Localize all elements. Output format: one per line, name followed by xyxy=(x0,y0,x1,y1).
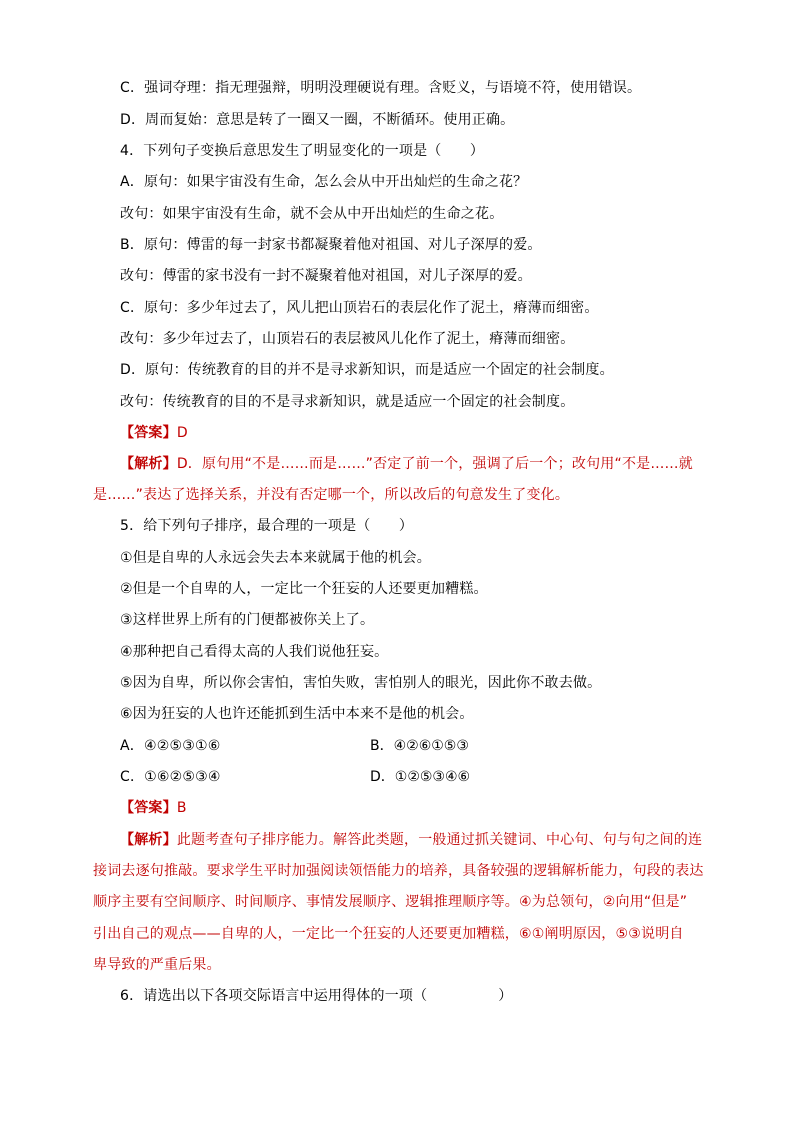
q5-option-d: D．①②⑤③④⑥ xyxy=(370,769,471,785)
q4-analysis-line-1 xyxy=(120,454,693,474)
answer-value: B xyxy=(176,800,187,816)
analysis-text: 此题考查句子排序能力。解答此类题，一般通过抓关键词、中心句、句与句之间的连 xyxy=(176,832,703,848)
analysis-label: 【解析】 xyxy=(120,832,177,848)
analysis-label: 【解析】 xyxy=(120,456,177,472)
prev-option-c: C．强词夺理：指无理强辩，明明没理硬说有理。含贬义，与语境不符，使用错误。 xyxy=(120,80,642,96)
q5-sentence-1: ①但是自卑的人永远会失去本来就属于他的机会。 xyxy=(120,550,431,566)
q5-sentence-4: ④那种把自己看得太高的人我们说他狂妄。 xyxy=(120,644,389,660)
prev-option-d: D．周而复始：意思是转了一圈又一圈，不断循环。使用正确。 xyxy=(120,112,515,128)
q5-analysis-line-3: 顺序主要有空间顺序、时间顺序、事情发展顺序、逻辑推理顺序等。④为总领句，②向用“但是” xyxy=(93,894,688,910)
q4-c-revised: 改句：多少年过去了，山顶岩石的表层被风儿化作了泥土，瘠薄而细密。 xyxy=(120,331,575,347)
q5-analysis-line-1 xyxy=(120,830,702,850)
q5-analysis-line-4: 引出自己的观点——自卑的人，一定比一个狂妄的人还要更加糟糕，⑥①阐明原因，⑤③说明自 xyxy=(93,926,684,942)
q4-answer xyxy=(120,423,188,443)
q5-option-c: C．①⑥②⑤③④ xyxy=(120,769,221,785)
q5-analysis-line-5: 卑导致的严重后果。 xyxy=(93,957,221,973)
q5-analysis-line-2: 接词去逐句推敲。要求学生平时加强阅读领悟能力的培养，具备较强的逻辑解析能力，句段的表达 xyxy=(93,863,704,879)
q4-a-revised: 改句：如果宇宙没有生命，就不会从中开出灿烂的生命之花。 xyxy=(120,206,504,222)
q5-sentence-2: ②但是一个自卑的人，一定比一个狂妄的人还要更加糟糕。 xyxy=(120,581,488,597)
q4-c-original: C．原句：多少年过去了，风儿把山顶岩石的表层化作了泥土，瘠薄而细密。 xyxy=(120,300,599,316)
q5-option-a: A．④②⑤③①⑥ xyxy=(120,738,221,754)
q4-a-original: A．原句：如果宇宙没有生命，怎么会从中开出灿烂的生命之花？ xyxy=(120,174,528,190)
q6-stem: 6．请选出以下各项交际语言中运用得体的一项（ ） xyxy=(120,988,513,1004)
q5-answer xyxy=(120,798,187,818)
q5-sentence-5: ⑤因为自卑，所以你会害怕，害怕失败，害怕别人的眼光，因此你不敢去做。 xyxy=(120,675,602,691)
q4-d-original: D．原句：传统教育的目的并不是寻求新知识，而是适应一个固定的社会制度。 xyxy=(120,362,614,378)
answer-label: 【答案】 xyxy=(120,425,177,441)
analysis-text: D．原句用“不是……而是……”否定了前一个，强调了后一个；改句用“不是……就 xyxy=(176,456,693,472)
answer-value: D xyxy=(176,425,188,441)
q4-analysis-line-2: 是……”表达了选择关系，并没有否定哪一个，所以改后的句意发生了变化。 xyxy=(93,487,570,503)
q5-sentence-6: ⑥因为狂妄的人也许还能抓到生活中本来不是他的机会。 xyxy=(120,706,474,722)
q5-sentence-3: ③这样世界上所有的门便都被你关上了。 xyxy=(120,612,375,628)
answer-label: 【答案】 xyxy=(120,800,177,816)
q4-stem: 4．下列句子变换后意思发生了明显变化的一项是（ ） xyxy=(120,143,485,159)
q4-b-original: B．原句：傅雷的每一封家书都凝聚着他对祖国、对儿子深厚的爱。 xyxy=(120,237,542,253)
q4-b-revised: 改句：傅雷的家书没有一封不凝聚着他对祖国，对儿子深厚的爱。 xyxy=(120,268,532,284)
q5-stem: 5．给下列句子排序，最合理的一项是（ ） xyxy=(120,518,414,534)
q5-option-b: B．④②⑥①⑤③ xyxy=(370,738,469,754)
q4-d-revised: 改句：传统教育的目的不是寻求新知识，就是适应一个固定的社会制度。 xyxy=(120,394,575,410)
